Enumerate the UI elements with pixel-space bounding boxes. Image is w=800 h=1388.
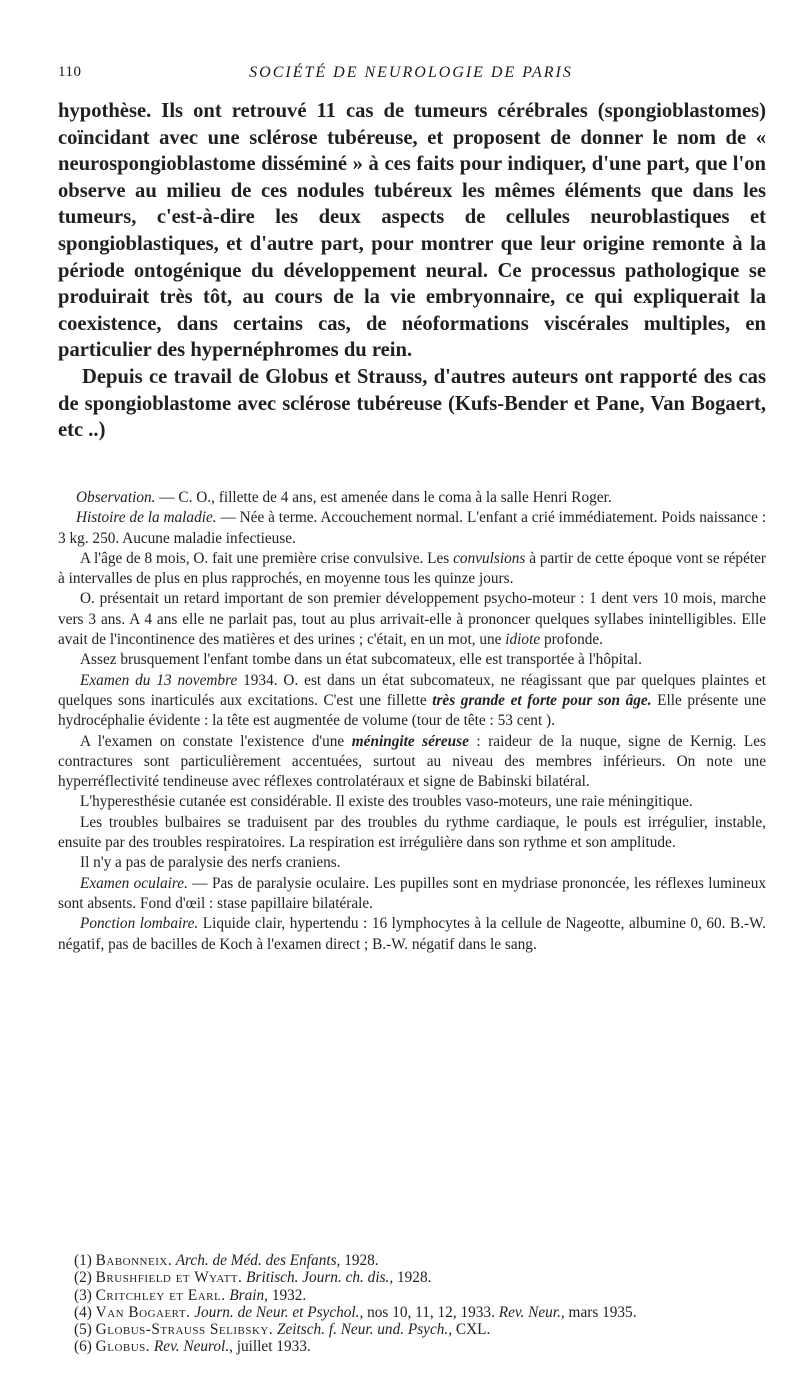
exam-label: Examen du 13 novembre	[80, 671, 238, 689]
convulsions-paragraph	[58, 549, 766, 590]
reference-title: Journ. de Neur. et Psychol.,	[190, 1303, 364, 1321]
exam-paragraph	[58, 671, 766, 732]
reference-author: Brushfield et Wyatt.	[95, 1269, 243, 1287]
reference-title: Rev. Neurol.,	[150, 1338, 233, 1356]
history-text: — Née à terme. Accouchement normal. L'enfant a crié immédiatement. Poids naissance : 3 kg. 250. Aucune maladie infectieuse.	[58, 509, 766, 547]
reference-item	[58, 1321, 766, 1338]
text-span: A l'examen on constate l'existence d'une	[80, 732, 352, 750]
reference-number: (2)	[74, 1269, 96, 1287]
bulbar-paragraph: Les troubles bulbaires se traduisent par des troubles du rythme cardiaque, le pouls est irrégulier, instable, ensuite par des troubles respiratoires. La respiration est irrégulière dans son rythme et son amplitude.	[58, 813, 766, 852]
reference-author: Globus-Strauss Selibsky.	[95, 1321, 274, 1339]
meningitis-paragraph	[58, 732, 766, 793]
lumbar-puncture-label: Ponction lombaire.	[80, 915, 199, 933]
reference-title: Arch. de Méd. des Enfants,	[172, 1252, 341, 1269]
reference-title: Zeitsch. f. Neur. und. Psych.,	[273, 1321, 453, 1339]
references-list	[58, 1252, 766, 1356]
cranial-nerves-paragraph: Il n'y a pas de paralysie des nerfs craniens.	[80, 854, 341, 872]
text-span: 1934. O. est dans un état subcomateux, ne réagissant que par quelques plaintes et quelques sons inarticulés aux excitations. C'est une fillette	[58, 671, 766, 709]
history-paragraph	[58, 508, 766, 549]
text-span: A l'âge de 8 mois, O. fait une première crise convulsive. Les	[80, 549, 454, 567]
observation-section	[58, 488, 766, 955]
reference-title: Britisch. Journ. ch. dis.,	[242, 1269, 394, 1287]
reference-details: 1928.	[340, 1252, 379, 1269]
emphasis: convulsions	[453, 549, 526, 567]
text-span: Elle présente une hydrocéphalie évidente : la tête est augmentée de volume (tour de tête : 53 cent ).	[58, 691, 767, 730]
observation-label: Observation.	[76, 489, 156, 506]
reference-item	[58, 1287, 766, 1304]
text-span: : raideur de la nuque, signe de Kernig. Les contractures sont particulièrement accentuées, surtout au niveau des membres inférieurs. On note une hyperréflectivité tendineuse avec réflexes controlatéraux et signe de Babinski bilatéral.	[58, 732, 766, 791]
text-span: — Pas de paralysie oculaire. Les pupilles sont en mydriase prononcée, les réflexes lumineux sont absents. Fond d'œil : stase papillaire bilatérale.	[58, 874, 766, 912]
text-span: à partir de cette époque vont se répéter à intervalles de plus en plus rapprochés, en moyenne tous les quinze jours.	[58, 549, 766, 588]
reference-author: Globus.	[95, 1338, 151, 1356]
reference-item	[58, 1252, 766, 1269]
reference-title: Rev. Neur.,	[498, 1303, 565, 1321]
reference-details: juillet 1933.	[232, 1338, 311, 1356]
lumbar-puncture-paragraph	[58, 914, 766, 955]
reference-details: 1928.	[393, 1269, 432, 1287]
reference-item	[58, 1338, 766, 1355]
hyperesthesia-paragraph: L'hyperesthésie cutanée est considérable. Il existe des troubles vaso-moteurs, une raie méningitique.	[80, 793, 693, 811]
body-paragraph-2: Depuis ce travail de Globus et Strauss, d'autres auteurs ont rapporté des cas de spongioblastome avec sclérose tubéreuse (Kufs-Bender et Pane, Van Bogaert, etc ..)	[58, 365, 766, 442]
reference-item	[58, 1269, 766, 1286]
observation-text: — C. O., fillette de 4 ans, est amenée dans le coma à la salle Henri Roger.	[155, 489, 612, 506]
emphasis: très grande et forte pour son âge.	[432, 691, 652, 709]
reference-number: (3)	[74, 1286, 96, 1304]
main-body-text	[58, 98, 766, 444]
reference-number: (1)	[74, 1252, 96, 1269]
reference-details: CXL.	[452, 1321, 491, 1339]
reference-author: Van Bogaert.	[95, 1303, 191, 1321]
page-header	[58, 64, 764, 88]
reference-author: Critchley et Earl.	[95, 1286, 226, 1304]
reference-details: mars 1935.	[564, 1303, 637, 1321]
reference-details: 1932.	[268, 1286, 307, 1304]
reference-number: (5)	[74, 1321, 96, 1339]
development-paragraph	[58, 589, 766, 650]
text-span: O. présentait un retard important de son premier développement psycho-moteur : 1 dent vers 10 mois, marche vers 3 ans. A 4 ans elle ne parlait pas, tout au plus arrivait-elle à prononcer quelques syllabes inintelligibles. Elle avait de l'incontinence des matières et des urines ; c'était, en un mot, une	[58, 590, 766, 649]
text-span: Liquide clair, hypertendu : 16 lymphocytes à la cellule de Nageotte, albumine 0, 60. B.-W. négatif, pas de bacilles de Koch à l'examen direct ; B.-W. négatif dans le sang.	[58, 915, 766, 953]
body-paragraph-1: hypothèse. Ils ont retrouvé 11 cas de tumeurs cérébrales (spongioblastomes) coïncidant avec une sclérose tubéreuse, et proposent de donner le nom de « neurospongioblastome disséminé » à ces faits pour indiquer, d'une part, que l'on observe au milieu de ces nodules tubéreux les mêmes éléments que dans les tumeurs, c'est-à-dire les deux aspects de cellules neuroblastiques et spongioblastiques, et d'autre part, pour montrer que leur origine remonte à la période ontogénique du développement neural. Ce processus pathologique se produirait très tôt, au cours de la vie embryonnaire, ce qui expliquerait la coexistence, dans certains cas, de néoformations viscérales multiples, en particulier des hypernéphromes du rein.	[58, 100, 766, 362]
reference-title: Brain,	[225, 1286, 269, 1304]
history-label: Histoire de la maladie.	[76, 509, 217, 527]
emphasis: idiote	[505, 631, 541, 649]
emphasis: méningite séreuse	[351, 732, 469, 750]
reference-author: Babonneix.	[95, 1252, 173, 1269]
reference-item	[58, 1304, 766, 1321]
reference-number: (6)	[74, 1338, 96, 1356]
admission-paragraph: Assez brusquement l'enfant tombe dans un état subcomateux, elle est transportée à l'hôpital.	[80, 651, 642, 669]
ocular-exam-label: Examen oculaire.	[80, 874, 188, 892]
page-number: 110	[58, 64, 82, 80]
ocular-exam-paragraph	[58, 874, 766, 915]
reference-details: nos 10, 11, 12, 1933.	[363, 1303, 499, 1321]
text-span: profonde.	[540, 631, 603, 649]
observation-paragraph	[58, 488, 766, 508]
running-title: SOCIÉTÉ DE NEUROLOGIE DE PARIS	[249, 64, 573, 81]
reference-number: (4)	[74, 1303, 96, 1321]
